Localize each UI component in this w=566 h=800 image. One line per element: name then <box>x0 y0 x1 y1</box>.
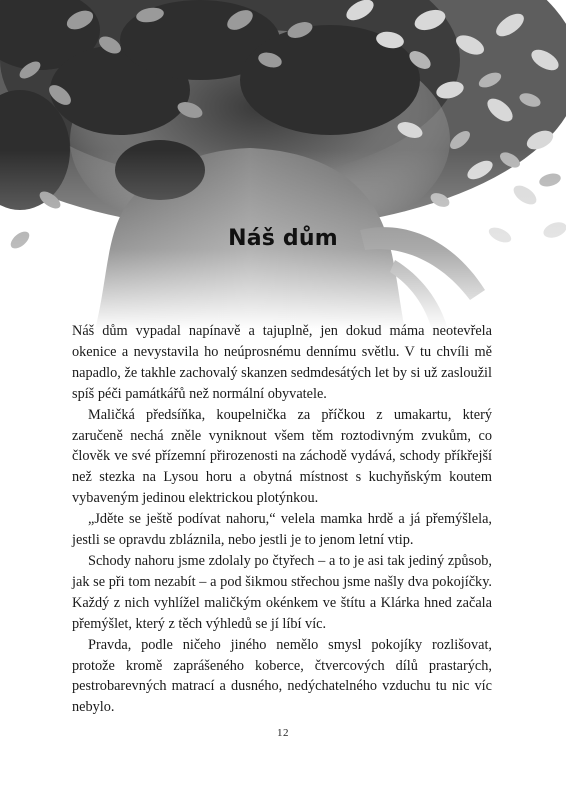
paragraph: „Jděte se ještě podívat nahoru,“ velela mamka hrdě a já přemýšlela, jestli se opravdu zbláznila, nebo jestli je to jenom letní vtip. <box>72 511 492 549</box>
paragraph: Náš dům vypadal napínavě a tajuplně, jen dokud máma neotevřela okenice a nevystavila ho neúprosnému dennímu světlu. V tu chvíli mě napadlo, že takhle zachovalý skanzen sedmdesátých let by si už zasloužil spíš péči památkářů než normální obyvatele. <box>72 323 492 402</box>
chapter-body <box>72 321 492 718</box>
paragraph: Pravda, podle ničeho jiného nemělo smysl pokojíky rozlišovat, protože kromě zaprášeného koberce, čtvercových dílů prastarých, pestrobarevných matrací a dusného, nedýchatelného vzduchu tu nic víc nebylo. <box>72 636 492 716</box>
chapter-title: Náš dům <box>228 226 338 251</box>
paragraph: Maličká předsíňka, koupelnička za příčkou z umakartu, který zaručeně nechá zněle vyniknout všem těm roztodivným zvukům, co člověk ve své přízemní přirozenosti na záchodě vydává, schody příkřejší než stezka na Lysou horu a obytná místnost s kuchyňským koutem vybaveným jedinou elektrickou plotýnkou. <box>72 406 492 507</box>
paragraph: Schody nahoru jsme zdolaly po čtyřech – a to je asi tak jediný způsob, jak se při tom nezabít – a pod šikmou střechou jsme našly dva pokojíčky. Každý z nich vyhlížel maličkým okénkem ve štítu a Klárka hned začala přemýšlet, který z těch výhledů se jí líbí víc. <box>72 552 492 632</box>
page-number: 12 <box>277 727 289 739</box>
tree-canopy-illustration <box>0 0 566 330</box>
